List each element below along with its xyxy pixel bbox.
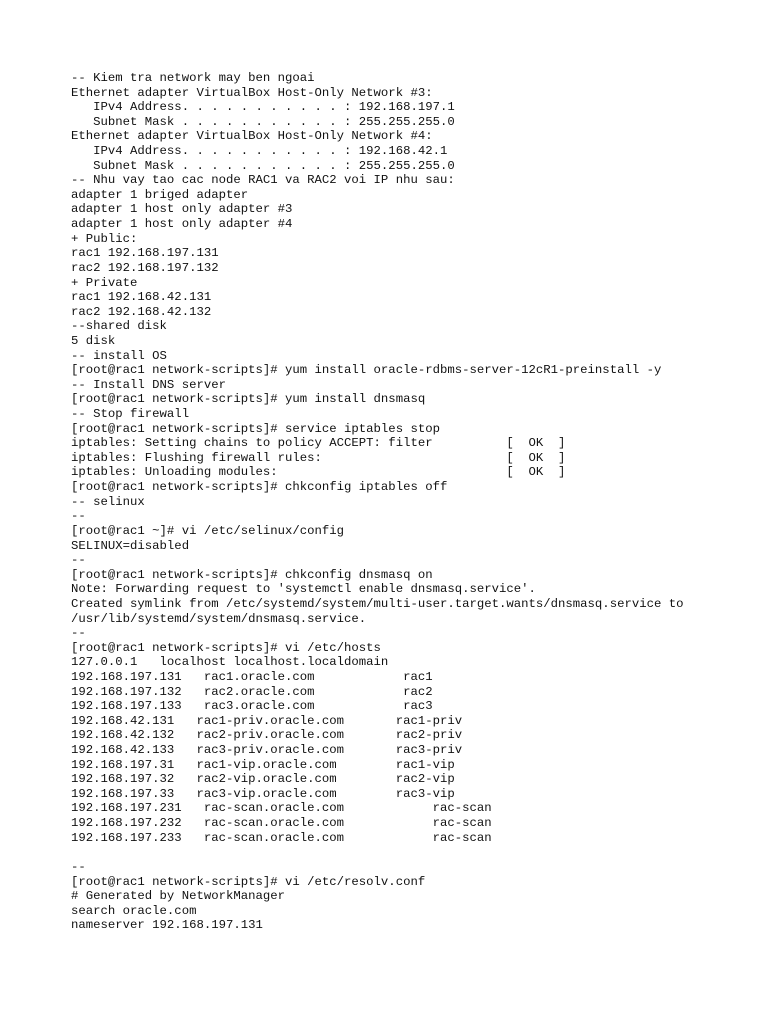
text-line: SELINUX=disabled — [71, 538, 190, 553]
text-line: iptables: Unloading modules: [ OK ] — [71, 465, 566, 480]
text-line: + Private — [71, 275, 138, 290]
text-line: 192.168.197.31 rac1-vip.oracle.com rac1-vip — [71, 757, 455, 772]
text-line: IPv4 Address. . . . . . . . . . . : 192.168.42.1 — [71, 144, 448, 159]
text-line: iptables: Flushing firewall rules: [ OK ] — [71, 450, 566, 465]
text-line: 192.168.197.232 rac-scan.oracle.com rac-scan — [71, 816, 492, 831]
text-line: + Public: — [71, 231, 138, 246]
text-line: 192.168.197.131 rac1.oracle.com rac1 — [71, 669, 433, 684]
text-line: -- Kiem tra network may ben ngoai — [71, 71, 315, 85]
text-line: Ethernet adapter VirtualBox Host-Only Network #3: — [71, 85, 433, 100]
text-line: 192.168.197.33 rac3-vip.oracle.com rac3-vip — [71, 786, 455, 801]
text-line: rac1 192.168.42.131 — [71, 290, 212, 305]
text-line: rac2 192.168.42.132 — [71, 304, 212, 319]
text-line: [root@rac1 network-scripts]# vi /etc/hosts — [71, 640, 381, 655]
text-line: [root@rac1 network-scripts]# chkconfig dnsmasq on — [71, 567, 433, 582]
text-line: -- — [71, 509, 86, 524]
text-line: Subnet Mask . . . . . . . . . . . : 255.255.255.0 — [71, 114, 455, 129]
text-line: 192.168.197.32 rac2-vip.oracle.com rac2-vip — [71, 772, 455, 787]
text-line: IPv4 Address. . . . . . . . . . . : 192.168.197.1 — [71, 100, 455, 115]
text-line: Subnet Mask . . . . . . . . . . . : 255.255.255.0 — [71, 158, 455, 173]
text-line: -- Install DNS server — [71, 377, 226, 392]
text-line: adapter 1 host only adapter #3 — [71, 202, 293, 217]
text-line: [root@rac1 network-scripts]# yum install dnsmasq — [71, 392, 426, 407]
text-line: adapter 1 host only adapter #4 — [71, 217, 293, 232]
text-line: [root@rac1 network-scripts]# service iptables stop — [71, 421, 440, 436]
document-text — [71, 71, 761, 933]
text-line: Created symlink from /etc/systemd/system/multi-user.target.wants/dnsmasq.service to — [71, 596, 684, 611]
text-line — [71, 845, 761, 860]
text-line: 192.168.42.131 rac1-priv.oracle.com rac1-priv — [71, 713, 463, 728]
text-line: Note: Forwarding request to 'systemctl enable dnsmasq.service'. — [71, 582, 536, 597]
text-line: /usr/lib/systemd/system/dnsmasq.service. — [71, 611, 367, 626]
text-line: rac1 192.168.197.131 — [71, 246, 219, 261]
text-line: search oracle.com — [71, 903, 197, 918]
text-line: -- install OS — [71, 348, 167, 363]
text-line: [root@rac1 network-scripts]# chkconfig iptables off — [71, 480, 448, 495]
text-line: nameserver 192.168.197.131 — [71, 918, 263, 933]
text-line: adapter 1 briged adapter — [71, 187, 249, 202]
text-line: 192.168.42.133 rac3-priv.oracle.com rac3-priv — [71, 743, 463, 758]
text-line: rac2 192.168.197.132 — [71, 260, 219, 275]
text-line: [root@rac1 ~]# vi /etc/selinux/config — [71, 523, 345, 538]
text-line: -- — [71, 553, 86, 568]
text-line: 192.168.42.132 rac2-priv.oracle.com rac2-priv — [71, 728, 463, 743]
text-line: 192.168.197.133 rac3.oracle.com rac3 — [71, 699, 433, 714]
text-line: 192.168.197.231 rac-scan.oracle.com rac-scan — [71, 801, 492, 816]
text-line: -- — [71, 859, 86, 874]
text-line: 192.168.197.132 rac2.oracle.com rac2 — [71, 684, 433, 699]
text-line: 192.168.197.233 rac-scan.oracle.com rac-scan — [71, 830, 492, 845]
text-line: 127.0.0.1 localhost localhost.localdomain — [71, 655, 389, 670]
text-line: [root@rac1 network-scripts]# yum install oracle-rdbms-server-12cR1-preinstall -y — [71, 363, 662, 378]
text-line: [root@rac1 network-scripts]# vi /etc/resolv.conf — [71, 874, 426, 889]
text-line: -- Nhu vay tao cac node RAC1 va RAC2 voi IP nhu sau: — [71, 173, 455, 188]
text-line: -- — [71, 626, 86, 641]
text-line: -- Stop firewall — [71, 407, 190, 422]
text-line: -- selinux — [71, 494, 145, 509]
text-line: iptables: Setting chains to policy ACCEPT: filter [ OK ] — [71, 436, 566, 451]
text-line: # Generated by NetworkManager — [71, 889, 286, 904]
text-line: --shared disk — [71, 319, 167, 334]
text-line: Ethernet adapter VirtualBox Host-Only Network #4: — [71, 129, 433, 144]
text-line: 5 disk — [71, 333, 116, 348]
